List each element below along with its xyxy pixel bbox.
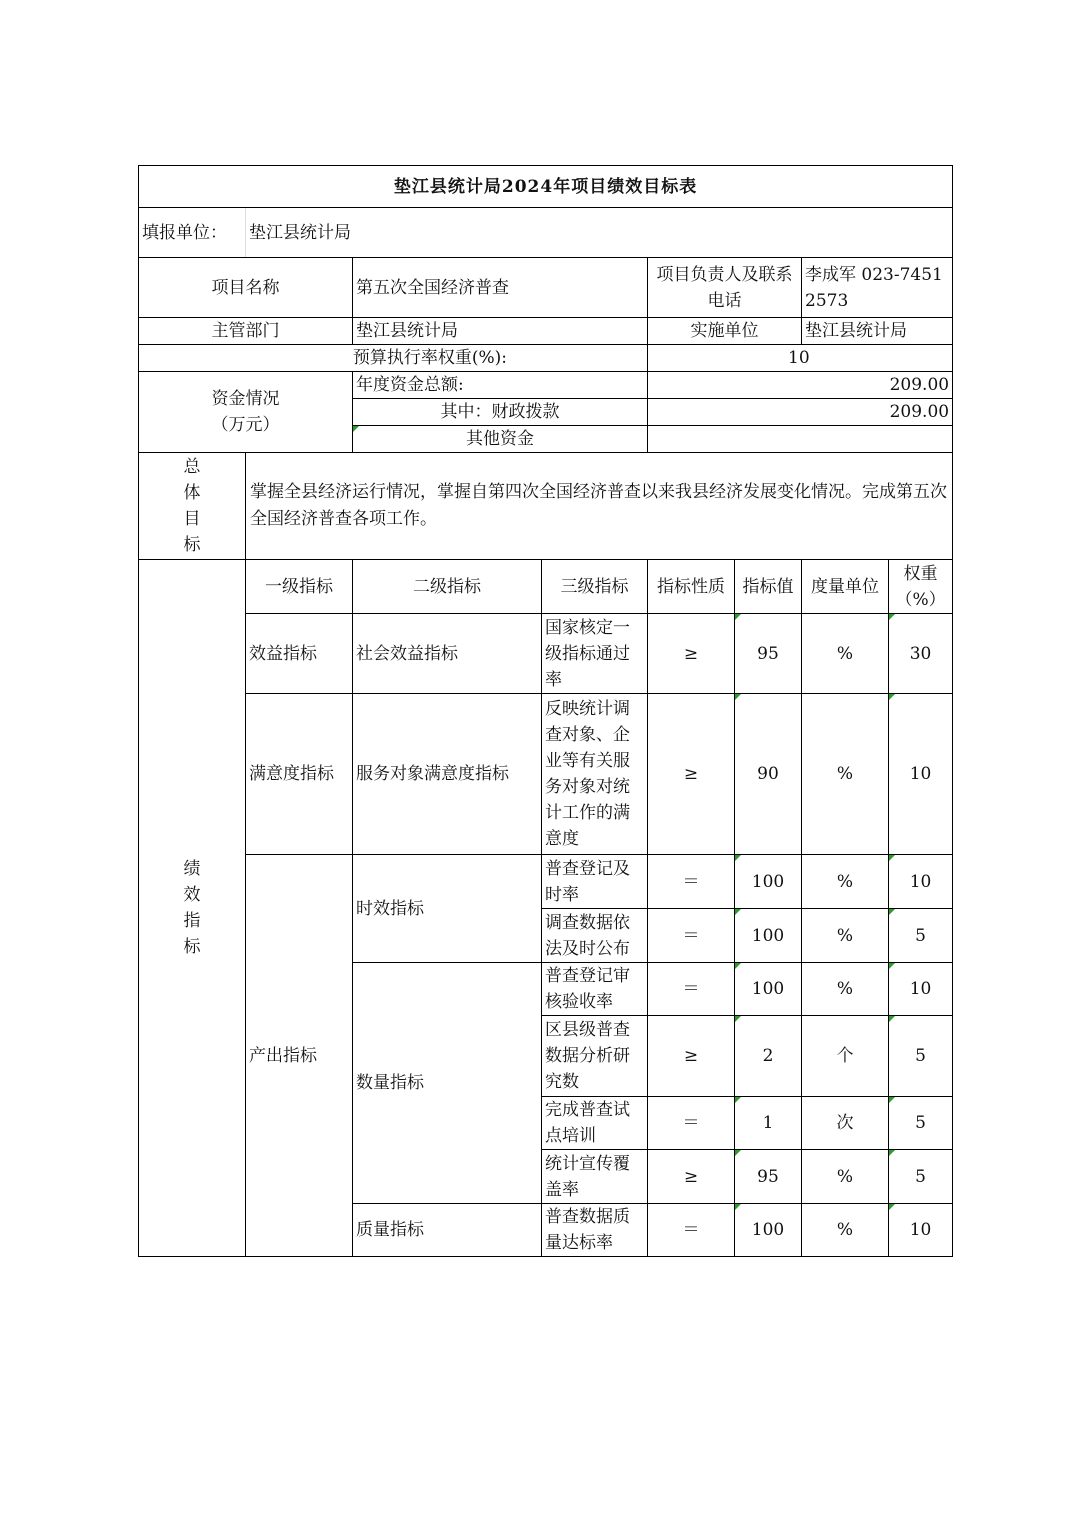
level2-social-benefit: 社会效益指标 bbox=[353, 614, 542, 694]
indicator-unit: % bbox=[802, 963, 889, 1016]
budget-rate-label: 预算执行率权重(%): bbox=[139, 345, 648, 372]
indicator-weight: 10 bbox=[889, 963, 953, 1016]
indicator-name: 普查登记及时率 bbox=[542, 855, 648, 909]
indicator-unit: % bbox=[802, 1204, 889, 1257]
indicator-weight: 10 bbox=[889, 1204, 953, 1257]
implementer-value: 垫江县统计局 bbox=[802, 318, 953, 345]
overall-goal-text: 掌握全县经济运行情况，掌握自第四次全国经济普查以来我县经济发展变化情况。完成第五次全国经济普查各项工作。 bbox=[246, 453, 953, 560]
indicator-value: 100 bbox=[735, 855, 802, 909]
funds-label-line2: （万元） bbox=[211, 415, 280, 435]
indicator-value: 95 bbox=[735, 614, 802, 694]
indicator-nature: ＝ bbox=[648, 909, 735, 963]
indicator-nature: ＝ bbox=[648, 1204, 735, 1257]
indicator-name: 完成普查试点培训 bbox=[542, 1097, 648, 1150]
indicator-unit: % bbox=[802, 1150, 889, 1204]
indicator-nature: ≥ bbox=[648, 694, 735, 855]
level2-timeliness: 时效指标 bbox=[353, 855, 542, 963]
level2-quantity: 数量指标 bbox=[353, 963, 542, 1204]
funds-label bbox=[139, 372, 353, 453]
level2-quality: 质量指标 bbox=[353, 1204, 542, 1257]
indicator-weight: 10 bbox=[889, 855, 953, 909]
indicator-weight: 5 bbox=[889, 1016, 953, 1097]
indicator-value: 95 bbox=[735, 1150, 802, 1204]
header-unit: 度量单位 bbox=[802, 560, 889, 614]
indicator-name: 反映统计调查对象、企业等有关服务对象对统计工作的满意度 bbox=[542, 694, 648, 855]
level1-output: 产出指标 bbox=[246, 855, 353, 1257]
performance-target-table bbox=[138, 165, 953, 1257]
department-value: 垫江县统计局 bbox=[353, 318, 648, 345]
other-funds-value bbox=[648, 426, 953, 453]
indicator-value: 100 bbox=[735, 909, 802, 963]
project-name-label: 项目名称 bbox=[139, 258, 353, 318]
level2-service-satisfaction: 服务对象满意度指标 bbox=[353, 694, 542, 855]
implementer-label: 实施单位 bbox=[648, 318, 802, 345]
indicator-unit: 次 bbox=[802, 1097, 889, 1150]
project-name-value: 第五次全国经济普查 bbox=[353, 258, 648, 318]
reporting-unit-value: 垫江县统计局 bbox=[246, 208, 953, 258]
indicator-nature: ≥ bbox=[648, 614, 735, 694]
indicator-nature: ≥ bbox=[648, 1150, 735, 1204]
indicator-name: 统计宣传覆盖率 bbox=[542, 1150, 648, 1204]
indicator-value: 1 bbox=[735, 1097, 802, 1150]
level1-benefit: 效益指标 bbox=[246, 614, 353, 694]
indicator-weight: 5 bbox=[889, 909, 953, 963]
other-funds-label: 其他资金 bbox=[353, 426, 648, 453]
contact-value: 李成军 023-74512573 bbox=[802, 258, 953, 318]
contact-label: 项目负责人及联系电话 bbox=[648, 258, 802, 318]
indicator-value: 100 bbox=[735, 963, 802, 1016]
indicator-name: 普查登记审核验收率 bbox=[542, 963, 648, 1016]
indicator-weight: 10 bbox=[889, 694, 953, 855]
indicator-unit: % bbox=[802, 855, 889, 909]
indicator-name: 调查数据依法及时公布 bbox=[542, 909, 648, 963]
header-weight: 权重（%） bbox=[889, 560, 953, 614]
indicator-nature: ＝ bbox=[648, 1097, 735, 1150]
indicator-name: 区县级普查数据分析研究数 bbox=[542, 1016, 648, 1097]
indicator-value: 100 bbox=[735, 1204, 802, 1257]
budget-rate-value: 10 bbox=[648, 345, 953, 372]
department-label: 主管部门 bbox=[139, 318, 353, 345]
annual-total-label: 年度资金总额: bbox=[353, 372, 648, 399]
indicator-value: 2 bbox=[735, 1016, 802, 1097]
indicator-unit: % bbox=[802, 694, 889, 855]
header-nature: 指标性质 bbox=[648, 560, 735, 614]
reporting-unit-label: 填报单位： bbox=[139, 208, 246, 258]
annual-total-value: 209.00 bbox=[648, 372, 953, 399]
indicator-nature: ＝ bbox=[648, 963, 735, 1016]
indicator-weight: 5 bbox=[889, 1150, 953, 1204]
indicator-value: 90 bbox=[735, 694, 802, 855]
indicator-unit: 个 bbox=[802, 1016, 889, 1097]
indicator-weight: 30 bbox=[889, 614, 953, 694]
indicator-name: 国家核定一级指标通过率 bbox=[542, 614, 648, 694]
fiscal-value: 209.00 bbox=[648, 399, 953, 426]
indicator-weight: 5 bbox=[889, 1097, 953, 1150]
indicator-name: 普查数据质量达标率 bbox=[542, 1204, 648, 1257]
level1-satisfaction: 满意度指标 bbox=[246, 694, 353, 855]
indicator-unit: % bbox=[802, 909, 889, 963]
header-level1: 一级指标 bbox=[246, 560, 353, 614]
header-value: 指标值 bbox=[735, 560, 802, 614]
indicator-nature: ＝ bbox=[648, 855, 735, 909]
performance-indicators-label: 绩 效 指 标 bbox=[139, 560, 246, 1257]
page-title: 垫江县统计局2024年项目绩效目标表 bbox=[139, 166, 953, 208]
funds-label-line1: 资金情况 bbox=[211, 389, 280, 409]
indicator-nature: ≥ bbox=[648, 1016, 735, 1097]
header-level2: 二级指标 bbox=[353, 560, 542, 614]
fiscal-label: 其中：财政拨款 bbox=[353, 399, 648, 426]
indicator-unit: % bbox=[802, 614, 889, 694]
overall-goal-label: 总 体 目 标 bbox=[139, 453, 246, 560]
header-level3: 三级指标 bbox=[542, 560, 648, 614]
